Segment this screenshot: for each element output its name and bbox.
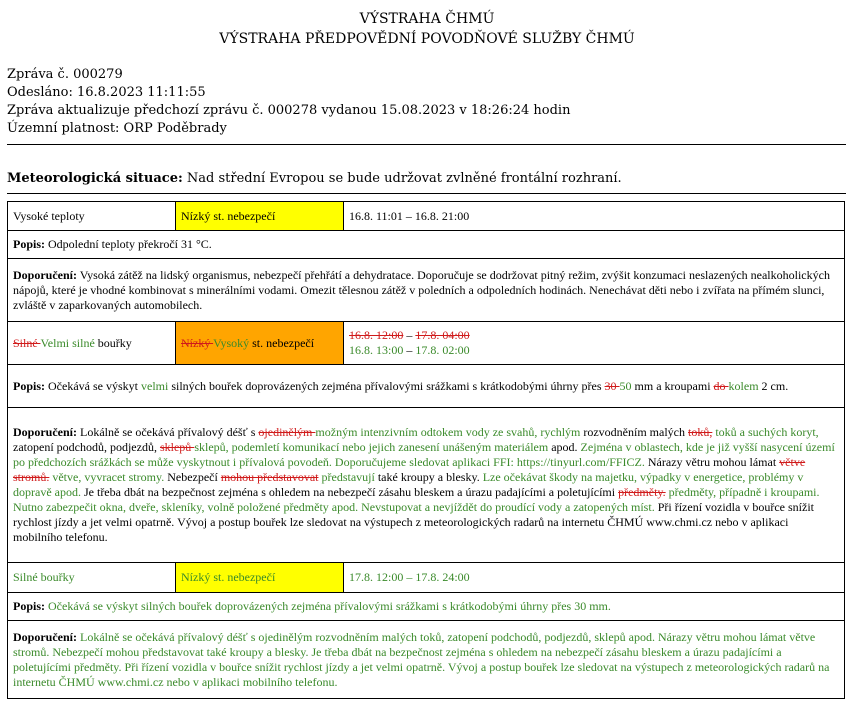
new-time: 16.8. 13:00 – 17.8. 02:00 [349,343,470,357]
phenomenon: Vysoké teploty [8,202,176,231]
message-number: Zpráva č. 000279 [7,67,123,82]
warning-row-storms [8,563,845,593]
phenomenon: Silné bouřky [8,563,176,593]
recommendation-row: Doporučení: Lokálně se očekává přívalový déšť s ojedinělým možným intenzivním odtokem vody ze svahů, rychlým rozvodněním malých toků, toků a suchých koryt, zatopení podchodů, podjezdů, sklepů sklepů, podemletí komunikací nebo jejich zanesení unášeným materiálem apod. Zejména v oblastech, kde je již vyšší nasycení území po předchozích srážkách se může vyskytnout i přívalová povodeň. Doporučujeme sledovat aplikaci FFI: https://tinyurl.com/FFICZ. Nárazy větru mohou lámat větve stromů. větve, vyvracet stromy. Nebezpečí mohou představovat představují také kroupy a blesky. Lze očekávat škody na majetku, výpadky v energetice, problémy v dopravě apod. Je třeba dbát na bezpečnost zejména s ohledem na nebezpečí zásahu bleskem a úrazu padajícími a poletujícími předměty. předměty, případně i kroupami. Nutno zabezpečit okna, dveře, skleníky, volně položené předměty apod. Nevstupovat a nevjíždět do proudící vody a zatopených míst. Při řízení vozidla v bouřce snížit rychlost jízdy a jet velmi opatrně. Vývoj a postup bouřek lze sledovat na výstupech z meteorologických radarů na internetu ČHMÚ www.chmi.cz nebo v aplikaci mobilního telefonu. [8,408,845,563]
description-row [8,231,845,259]
validity-time [344,322,845,365]
recommendation-row [8,259,845,322]
update-info: Zpráva aktualizuje předchozí zprávu č. 000278 vydanou 15.08.2023 v 18:26:24 hodin [7,103,571,118]
doporuceni-label: Doporučení: [13,629,77,644]
meteo-situation [7,170,622,188]
meteo-text: Nad střední Evropou se bude udržovat zvlněné frontální rozhraní. [182,171,622,186]
popis-label: Popis: [13,599,46,613]
document-title: VÝSTRAHA ČHMÚ [359,11,495,27]
sent-date: Odesláno: 16.8.2023 11:11:55 [7,85,206,100]
doporuceni-label: Doporučení: [13,267,77,282]
doporuceni-label: Doporučení: [13,425,77,439]
description-text: Očekává se výskyt silných bouřek doprovázených zejména přívalovými srážkami s krátkodobými úhrny přes 30 mm. [45,599,611,613]
phenomenon: Silné Velmi silné bouřky [8,322,176,365]
description-text: Odpolední teploty překročí 31 °C. [45,237,212,251]
recommendation-text: Lokálně se očekává přívalový déšť s ojedinělým rozvodněním malých toků, zatopení podchodů, podjezdů, sklepů apod. Nárazy větru mohou lámat větve stromů. Nebezpečí mohou představovat také kroupy a blesky. Je třeba dbát na bezpečnost zejména s ohledem na nebezpečí zásahu bleskem a úrazu padajícími a poletujícími předměty. Při řízení vozidla v bouřce snížit rychlost jízdy a jet velmi opatrně. Vývoj a postup bouřek lze sledovat na výstupech z meteorologických radarů na internetu ČHMÚ www.chmi.cz nebo v aplikaci mobilního telefonu. [13,629,830,689]
recommendation-text: Vysoká zátěž na lidský organismus, nebezpečí přehřátí a dehydratace. Doporučuje se dodržovat pitný režim, zvýšit konzumaci neslazených nealkoholických nápojů, které je vhodné kombinovat s minerálními vodami. Omezit tělesnou zátěž v poledních a odpoledních hodinách. Nenechávat děti nebo i zvířata na přímém slunci, zvláště v zaparkovaných automobilech. [13,267,830,312]
warning-row-heat [8,202,845,231]
warnings-table [7,201,845,699]
divider [7,193,846,194]
meteo-label: Meteorologická situace: [7,171,183,186]
old-time: 16.8. 12:00 – 17.8. 04:00 [349,328,470,342]
popis-label: Popis: [13,378,46,393]
message-meta [7,66,570,138]
popis-label: Popis: [13,237,46,251]
warning-row-severe-storms [8,322,845,365]
document-subtitle: VÝSTRAHA PŘEDPOVĚDNÍ POVODŇOVÉ SLUŽBY ČHMÚ [219,31,635,47]
description-row [8,593,845,621]
danger-level: Nízký Vysoký st. nebezpečí [176,322,344,365]
divider [7,144,846,145]
territory: Územní platnost: ORP Poděbrady [7,121,227,136]
validity-time: 17.8. 12:00 – 17.8. 24:00 [344,563,845,593]
validity-time: 16.8. 11:01 – 16.8. 21:00 [344,202,845,231]
danger-level: Nízký st. nebezpečí [176,563,344,593]
recommendation-row [8,621,845,699]
description-row: Popis: Očekává se výskyt velmi silných bouřek doprovázených zejména přívalovými srážkami s krátkodobými úhrny přes 30 50 mm a kroupami do kolem 2 cm. [8,365,845,408]
danger-level: Nízký st. nebezpečí [176,202,344,231]
